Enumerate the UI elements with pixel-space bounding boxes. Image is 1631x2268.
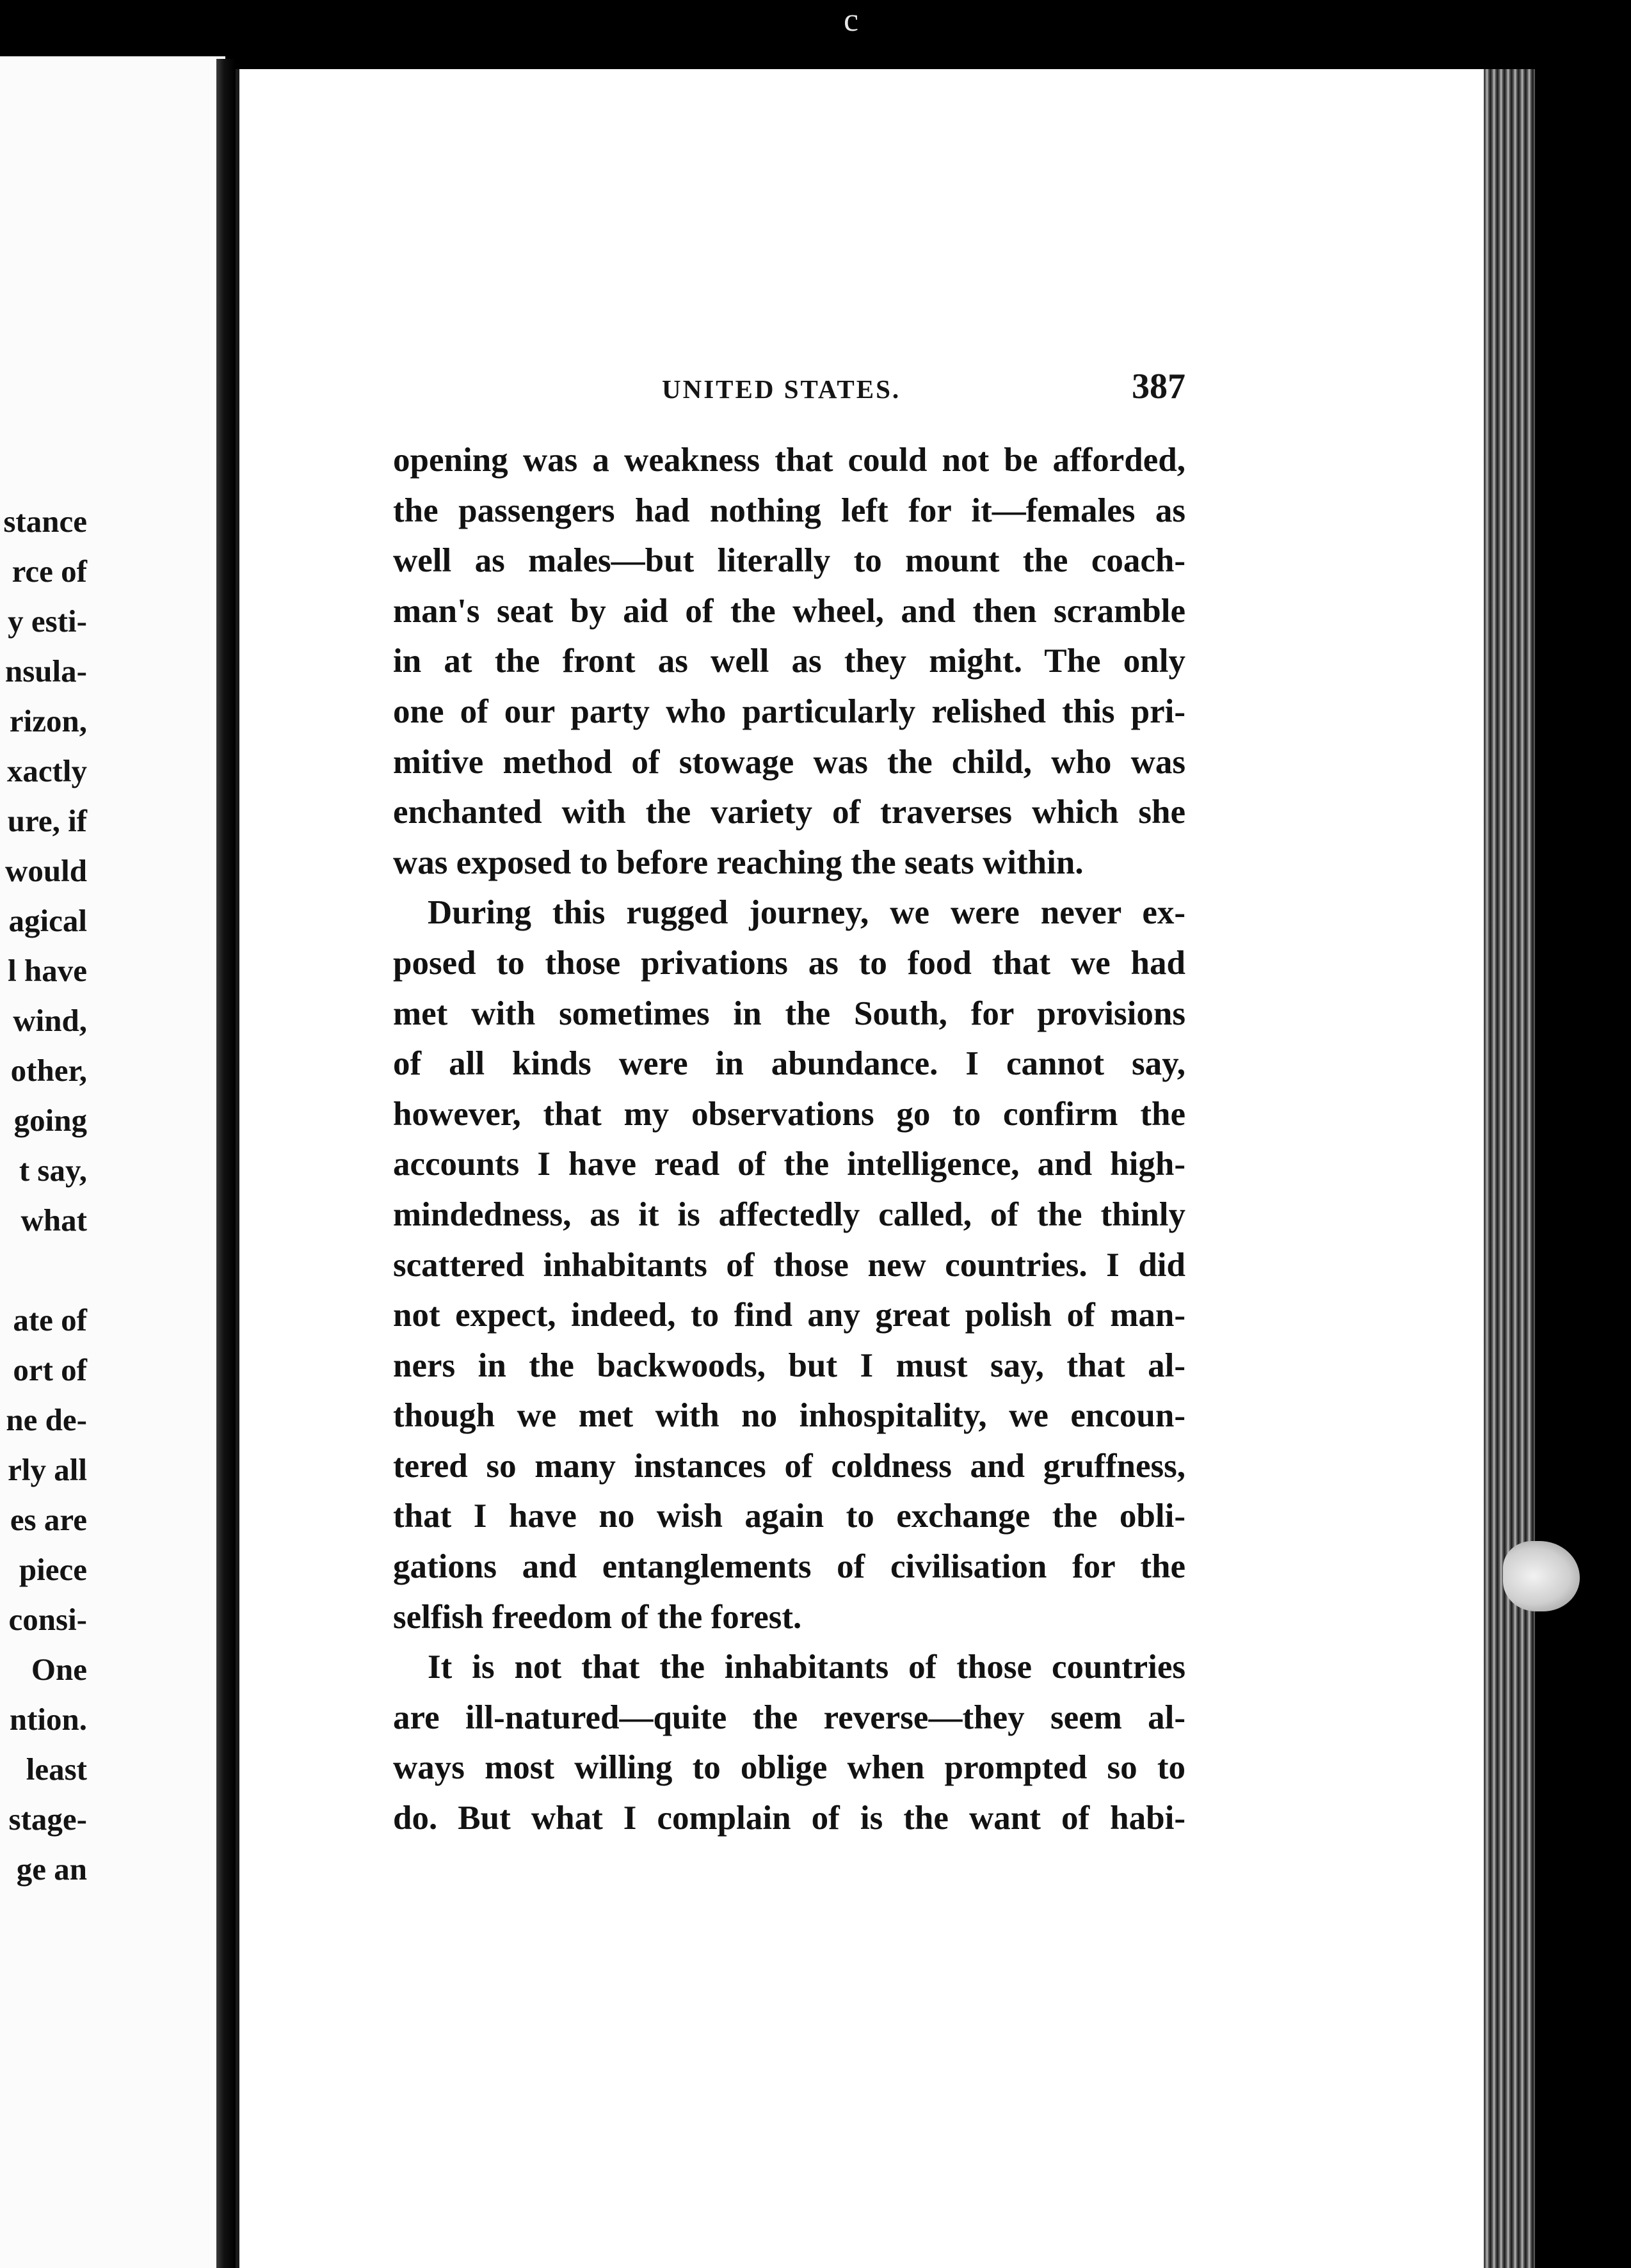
page-edges	[1484, 69, 1535, 2268]
text-line: selfish freedom of the forest.	[393, 1598, 802, 1636]
left-line: agical	[8, 903, 87, 938]
left-line: piece	[19, 1552, 87, 1587]
running-head	[393, 362, 1185, 413]
left-line: l have	[8, 953, 87, 988]
left-line: t say,	[19, 1153, 87, 1188]
text-line: enchanted with the variety of traverses which she	[393, 794, 1185, 831]
left-gap	[3, 1245, 87, 1295]
text-line: one of our party who particularly relished this pri-	[393, 692, 1185, 730]
left-line: stage-	[8, 1801, 87, 1837]
text-line: man's seat by aid of the wheel, and then scramble	[393, 592, 1185, 630]
text-line: in at the front as well as they might. The only	[393, 643, 1185, 680]
text-line: well as males—but literally to mount the coach-	[393, 542, 1185, 580]
text-line: mitive method of stowage was the child, who was	[393, 743, 1185, 781]
text-line: scattered inhabitants of those new countries. I did	[393, 1246, 1185, 1284]
left-line: y esti-	[8, 603, 87, 639]
left-line: xactly	[6, 753, 87, 788]
text-line: do. But what I complain of is the want of habi-	[393, 1800, 1185, 1837]
text-line: opening was a weakness that could not be afforded,	[393, 442, 1185, 479]
text-line: ners in the backwoods, but I must say, that al-	[393, 1346, 1185, 1384]
page-tear	[1503, 1541, 1580, 1611]
left-line: ort of	[13, 1352, 87, 1387]
left-line: One	[31, 1652, 87, 1687]
text-line: It is not that the inhabitants of those countries	[428, 1649, 1185, 1686]
left-facing-page	[0, 56, 225, 2268]
left-line: what	[20, 1202, 87, 1238]
text-line: During this rugged journey, we were never ex-	[428, 894, 1185, 932]
left-line: ntion.	[9, 1702, 87, 1737]
left-line: es are	[10, 1502, 87, 1537]
left-line: stance	[3, 504, 87, 539]
text-line: tered so many instances of coldness and gruffness,	[393, 1447, 1185, 1485]
text-line: not expect, indeed, to find any great polish of man-	[393, 1297, 1185, 1334]
left-line: wind,	[13, 1003, 87, 1038]
text-line: that I have no wish again to exchange the obli-	[393, 1497, 1185, 1535]
text-line: accounts I have read of the intelligence, and high-	[393, 1146, 1185, 1183]
page-number: 387	[1132, 367, 1185, 406]
left-line: ne de-	[6, 1402, 87, 1437]
text-line: was exposed to before reaching the seats within.	[393, 843, 1084, 881]
text-line: are ill-natured—quite the reverse—they seem al-	[393, 1698, 1185, 1736]
left-line: rizon,	[9, 703, 87, 739]
text-line: though we met with no inhospitality, we encoun-	[393, 1397, 1185, 1435]
left-line: least	[26, 1752, 87, 1787]
paragraph	[393, 888, 1185, 1642]
text-line: the passengers had nothing left for it—females as	[393, 491, 1185, 529]
left-line: rce of	[12, 554, 87, 589]
left-line: consi-	[8, 1602, 87, 1637]
left-line: other,	[10, 1053, 87, 1088]
scan-mark: c	[844, 2, 859, 38]
left-line: nsula-	[4, 653, 87, 689]
text-line: of all kinds were in abundance. I cannot say,	[393, 1045, 1185, 1083]
book-gutter	[216, 59, 236, 2268]
left-line: rly all	[8, 1452, 87, 1487]
text-line: mindedness, as it is affectedly called, of the thinly	[393, 1195, 1185, 1233]
left-line: ure, if	[7, 803, 87, 838]
text-line: however, that my observations go to confirm the	[393, 1095, 1185, 1133]
left-line: ge an	[16, 1851, 87, 1887]
body-text	[393, 435, 1185, 1844]
text-line: posed to those privations as to food that we had	[393, 944, 1185, 982]
paragraph	[393, 1642, 1185, 1843]
paragraph	[393, 435, 1185, 888]
text-line: met with sometimes in the South, for provisions	[393, 994, 1185, 1032]
text-line: gations and entanglements of civilisation for the	[393, 1548, 1185, 1586]
left-line: going	[13, 1103, 87, 1138]
left-line: would	[4, 853, 87, 888]
left-line: ate of	[13, 1302, 87, 1338]
left-page-text	[3, 497, 87, 1894]
running-title: UNITED STATES.	[662, 374, 901, 404]
text-line: ways most willing to oblige when prompted so to	[393, 1749, 1185, 1787]
